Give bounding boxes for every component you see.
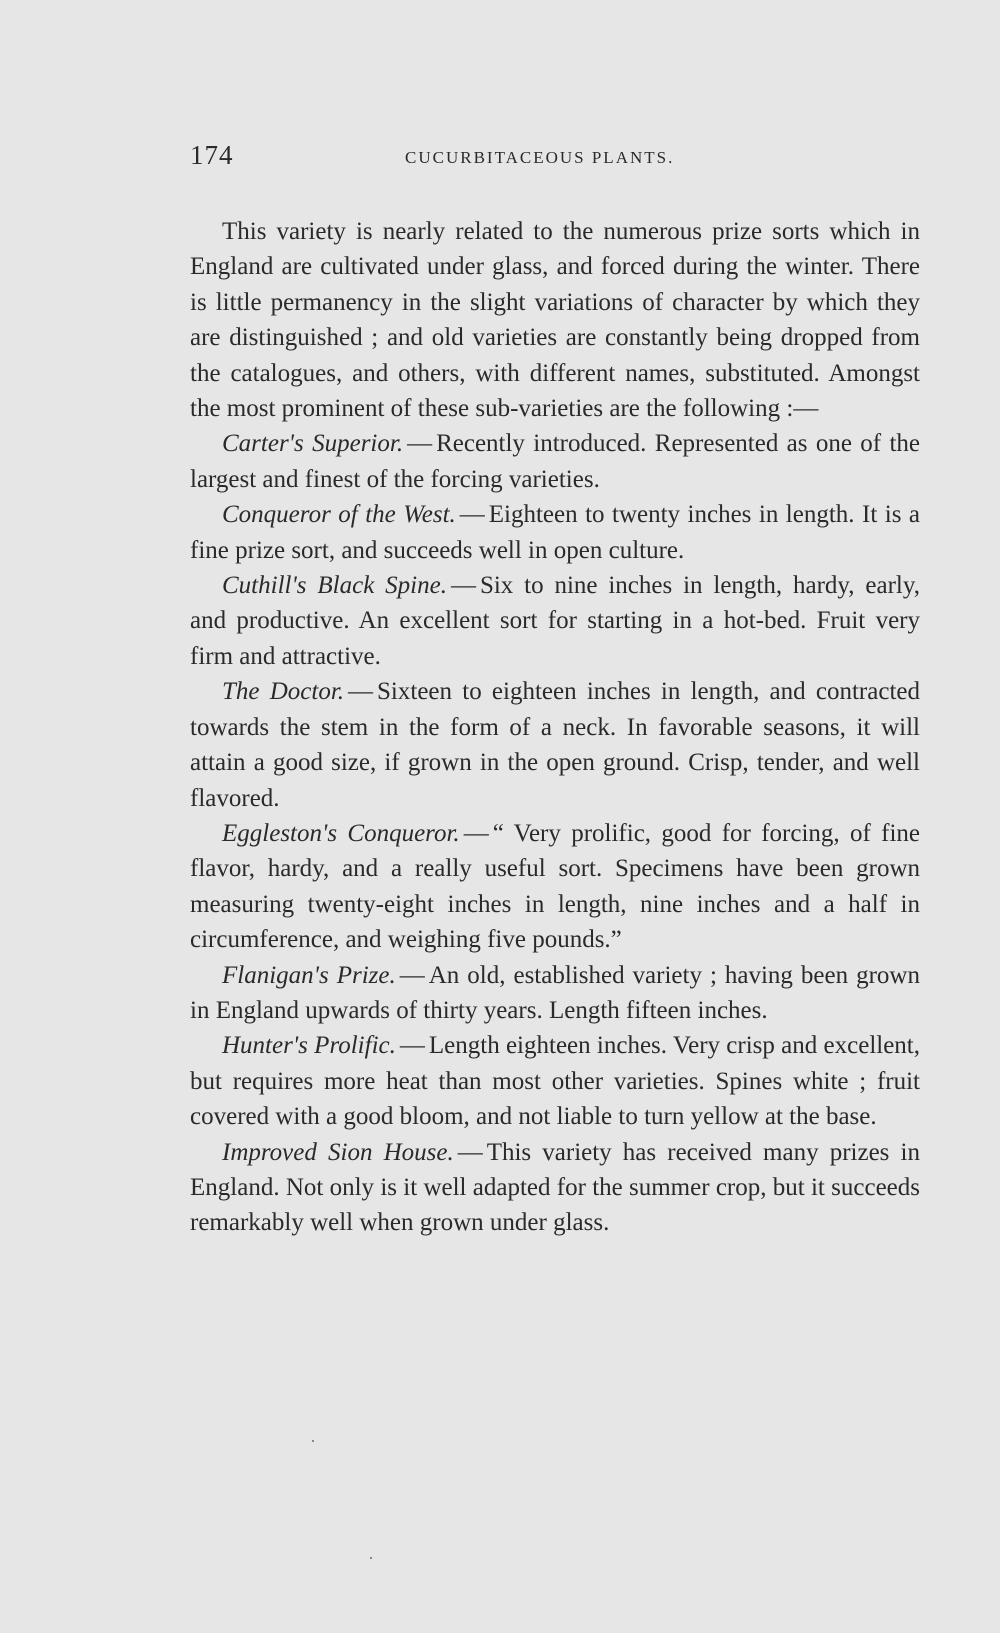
em-dash: — — [450, 572, 476, 600]
variety-name: Improved Sion House. — [222, 1138, 454, 1166]
em-dash: — — [348, 678, 374, 706]
entry-the-doctor — [190, 674, 920, 816]
em-dash: — — [399, 961, 425, 989]
variety-description: Recently introduced. Represented as one of the largest and finest of the forcing varieties. — [190, 430, 920, 493]
body-text — [190, 214, 920, 1241]
variety-name: Cuthill's Black Spine. — [222, 572, 447, 600]
variety-description: Length eighteen inches. Very crisp and excellent, but requires more heat than most other varieties. Spines white ; fruit covered with a good bloom, and not liable to turn yellow at the base. — [190, 1032, 920, 1131]
variety-description: “ Very prolific, good for forcing, of fine flavor, hardy, and a really useful sort. Specimens have been grown measuring twenty-eight inches in length, nine inches and a half in circumference, and weighing five pounds.” — [190, 819, 921, 954]
variety-name: Conqueror of the West. — [222, 501, 456, 529]
entry-egglestons-conqueror — [190, 816, 920, 958]
variety-description: Sixteen to eighteen inches in length, and contracted towards the stem in the form of a neck. In favorable seasons, it will attain a good size, if grown in the open ground. Crisp, tender, and well flavored. — [190, 678, 920, 812]
page-number: 174 — [190, 140, 234, 170]
variety-description: Eighteen to twenty inches in length. It is a fine prize sort, and succeeds well in open culture. — [190, 501, 920, 564]
entry-hunters-prolific — [190, 1028, 920, 1134]
entry-carters-superior — [190, 426, 920, 497]
page-header — [190, 140, 920, 180]
variety-name: Carter's Superior. — [222, 430, 404, 458]
intro-paragraph: This variety is nearly related to the numerous prize sorts which in England are cultivated under glass, and forced during the winter. There is little permanency in the slight variations of character by which they are distinguished ; and old varieties are constantly being dropped from the catalogues, and others, with different names, substituted. Amongst the most prominent of these sub-varieties are the following :— — [190, 218, 920, 423]
variety-name: The Doctor. — [222, 678, 345, 706]
variety-name: Eggleston's Conqueror. — [222, 819, 460, 847]
variety-description: Six to nine inches in length, hardy, early, and productive. An excellent sort for starting in a hot-bed. Fruit very firm and attractive. — [190, 572, 920, 670]
variety-name: Hunter's Prolific. — [222, 1032, 396, 1060]
entry-flanigans-prize — [190, 958, 920, 1029]
running-title: CUCURBITACEOUS PLANTS. — [405, 148, 675, 167]
variety-name: Flanigan's Prize. — [222, 961, 396, 989]
paper-speck — [312, 1440, 314, 1442]
em-dash: — — [407, 430, 433, 458]
em-dash: — — [399, 1032, 425, 1060]
em-dash: — — [459, 501, 485, 529]
entry-improved-sion-house — [190, 1135, 920, 1241]
em-dash: — — [463, 819, 489, 847]
entry-conqueror-of-the-west — [190, 497, 920, 568]
em-dash: — — [457, 1138, 483, 1166]
paper-speck — [370, 1557, 372, 1559]
entry-cuthills-black-spine — [190, 568, 920, 674]
variety-description: An old, established variety ; having been grown in England upwards of thirty years. Length fifteen inches. — [190, 961, 920, 1024]
variety-description: This variety has received many prizes in England. Not only is it well adapted for the summer crop, but it succeeds remarkably well when grown under glass. — [190, 1138, 920, 1237]
